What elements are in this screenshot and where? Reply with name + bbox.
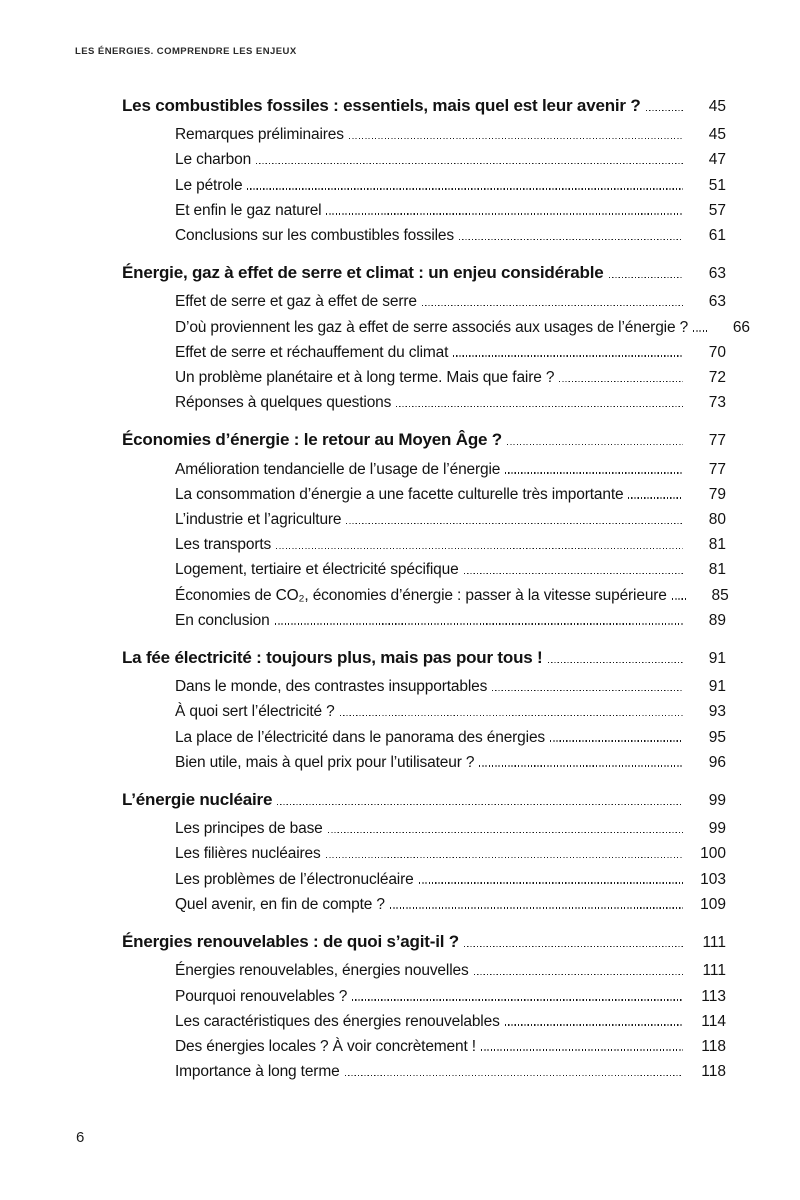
toc-section	[122, 260, 751, 415]
toc-entry-label: Réponses à quelques questions	[175, 394, 392, 412]
dotted-leader	[326, 857, 683, 859]
toc-section	[122, 787, 726, 917]
page-folio: 6	[76, 1129, 85, 1146]
dotted-leader	[275, 623, 683, 625]
toc-entry-row	[122, 122, 726, 147]
toc-section-title: Économies d’énergie : le retour au Moyen Âge ?	[122, 430, 502, 450]
toc-entry-row	[122, 892, 726, 917]
dotted-leader	[422, 305, 683, 307]
toc-entry-row	[122, 198, 726, 223]
dotted-leader	[345, 1075, 683, 1077]
toc-entry-row	[122, 390, 726, 415]
toc-entry-row	[122, 984, 726, 1009]
toc-entry-label: Le charbon	[175, 151, 252, 169]
toc-entry-row	[122, 1034, 726, 1059]
toc-entry-label: Pourquoi renouvelables ?	[175, 987, 348, 1005]
dotted-leader	[419, 882, 683, 884]
toc-entry-row	[122, 223, 726, 248]
dotted-leader	[328, 832, 683, 834]
toc-entry-row	[122, 1009, 726, 1034]
toc-heading-row	[122, 427, 726, 453]
dotted-leader	[505, 472, 683, 474]
toc-page-number: 63	[708, 265, 726, 283]
dotted-leader	[459, 239, 683, 241]
toc-section-title: L’énergie nucléaire	[122, 790, 273, 810]
toc-entry-row	[122, 674, 726, 699]
toc-page-number: 77	[708, 460, 726, 478]
toc-entry-row	[122, 725, 726, 750]
toc-section-title: La fée électricité : toujours plus, mais pas pour tous !	[122, 648, 543, 668]
toc-entry-row	[122, 507, 726, 532]
toc-entry-row	[122, 315, 751, 340]
toc-entry-row	[122, 699, 726, 724]
dotted-leader	[481, 1049, 683, 1051]
toc-entry-row	[122, 816, 726, 841]
dotted-leader	[464, 573, 683, 575]
toc-entry-label: La place de l’électricité dans le panorama des énergies	[175, 728, 546, 746]
dotted-leader	[276, 548, 683, 550]
dotted-leader	[326, 213, 683, 215]
toc-entry-row	[122, 958, 726, 983]
toc-page-number: 111	[702, 962, 726, 980]
toc-entry-label: Amélioration tendancielle de l’usage de l’énergie	[175, 460, 501, 478]
toc-page-number: 79	[708, 485, 726, 503]
dotted-leader	[672, 598, 686, 600]
toc-entry-row	[122, 340, 726, 365]
toc-page-number: 95	[708, 728, 726, 746]
toc-page-number: 63	[708, 293, 726, 311]
dotted-leader	[247, 188, 683, 190]
toc-entry-row	[122, 365, 726, 390]
toc-entry-row	[122, 289, 726, 314]
toc-entry-row	[122, 841, 726, 866]
toc-section	[122, 929, 726, 1084]
toc-heading-row	[122, 260, 726, 286]
toc-page-number: 99	[708, 792, 726, 810]
toc-section	[122, 93, 726, 248]
dotted-leader	[548, 662, 684, 664]
toc-page-number: 47	[708, 151, 726, 169]
dotted-leader	[396, 406, 683, 408]
toc-entry-row	[122, 173, 726, 198]
dotted-leader	[609, 277, 683, 279]
dotted-leader	[453, 355, 683, 357]
toc-entry-row	[122, 1059, 726, 1084]
toc-entry-row	[122, 147, 726, 172]
toc-entry-row	[122, 457, 726, 482]
toc-entry-label: Bien utile, mais à quel prix pour l’utilisateur ?	[175, 753, 475, 771]
toc-section-title: Énergie, gaz à effet de serre et climat : un enjeu considérable	[122, 263, 604, 283]
toc-page-number: 118	[701, 1063, 726, 1081]
toc-entry-row	[122, 750, 726, 775]
toc-page-number: 57	[708, 201, 726, 219]
toc-heading-row	[122, 645, 726, 671]
dotted-leader	[507, 444, 683, 446]
toc-entry-label: Énergies renouvelables, énergies nouvelles	[175, 962, 469, 980]
toc-page-number: 113	[701, 987, 726, 1005]
toc-entry-label: Importance à long terme	[175, 1063, 340, 1081]
dotted-leader	[277, 804, 683, 806]
toc-entry-row	[122, 557, 726, 582]
toc-page-number: 81	[708, 561, 726, 579]
toc-entry-label: Effet de serre et gaz à effet de serre	[175, 293, 417, 311]
toc-page-number: 91	[708, 650, 726, 668]
toc-entry-label: Quel avenir, en fin de compte ?	[175, 895, 385, 913]
toc-entry-label: Et enfin le gaz naturel	[175, 201, 322, 219]
toc-page-number: 118	[701, 1037, 726, 1055]
dotted-leader	[474, 974, 683, 976]
toc-entry-label: Un problème planétaire et à long terme. Mais que faire ?	[175, 369, 555, 387]
toc-entry-row	[122, 583, 729, 608]
toc-entry-label: L’industrie et l’agriculture	[175, 511, 342, 529]
toc-page-number: 73	[708, 394, 726, 412]
toc-entry-label: Le pétrole	[175, 176, 243, 194]
toc-entry-label: La consommation d’énergie a une facette culturelle très importante	[175, 485, 624, 503]
toc-page-number: 111	[702, 934, 726, 952]
toc-entry-label: Les filières nucléaires	[175, 845, 321, 863]
dotted-leader	[390, 907, 683, 909]
toc-entry-label: Logement, tertiaire et électricité spécifique	[175, 561, 459, 579]
dotted-leader	[464, 946, 683, 948]
toc-page-number: 66	[732, 318, 751, 336]
toc-section	[122, 645, 726, 775]
toc-page-number: 89	[708, 611, 726, 629]
dotted-leader	[505, 1024, 683, 1026]
toc-page-number: 109	[700, 895, 726, 913]
toc-entry-label: En conclusion	[175, 611, 270, 629]
toc-entry-label: Les transports	[175, 536, 272, 554]
toc-heading-row	[122, 93, 726, 119]
toc-page-number: 100	[700, 845, 726, 863]
toc-page-number: 114	[701, 1012, 726, 1030]
dotted-leader	[346, 523, 683, 525]
dotted-leader	[256, 163, 683, 165]
toc-page-number: 77	[708, 432, 726, 450]
toc-entry-label: Conclusions sur les combustibles fossiles	[175, 227, 454, 245]
toc-entry-label: Dans le monde, des contrastes insupportables	[175, 678, 488, 696]
toc-page-number: 96	[708, 753, 726, 771]
toc-page-number: 51	[708, 176, 726, 194]
toc-page-number: 99	[708, 820, 726, 838]
toc-section-title: Énergies renouvelables : de quoi s’agit-il ?	[122, 932, 459, 952]
toc-page-number: 45	[708, 126, 726, 144]
toc-entry-label: Remarques préliminaires	[175, 126, 344, 144]
toc-page-number: 80	[708, 511, 726, 529]
toc-heading-row	[122, 787, 726, 813]
toc-section-title: Les combustibles fossiles : essentiels, mais quel est leur avenir ?	[122, 96, 641, 115]
toc-entry-label: Les caractéristiques des énergies renouvelables	[175, 1012, 500, 1030]
dotted-leader	[340, 715, 683, 717]
dotted-leader	[628, 497, 683, 499]
toc-page-number: 45	[708, 98, 726, 115]
toc-page-number: 70	[708, 343, 726, 361]
running-header: LES ÉNERGIES. COMPRENDRE LES ENJEUX	[75, 46, 297, 57]
toc-entry-label: Les problèmes de l’électronucléaire	[175, 870, 414, 888]
dotted-leader	[492, 690, 683, 692]
toc-entry-row	[122, 867, 726, 892]
toc-entry-label: D’où proviennent les gaz à effet de serre associés aux usages de l’énergie ?	[175, 318, 689, 336]
dotted-leader	[349, 138, 683, 140]
toc-page-number: 81	[708, 536, 726, 554]
toc	[122, 93, 751, 1084]
toc-page-number: 61	[708, 227, 726, 245]
toc-entry-row	[122, 482, 726, 507]
dotted-leader	[693, 330, 707, 332]
toc-page-number: 103	[700, 870, 726, 888]
dotted-leader	[559, 381, 683, 383]
toc-heading-row	[122, 929, 726, 955]
toc-section	[122, 427, 729, 633]
toc-entry-label: Des énergies locales ? À voir concrètement !	[175, 1037, 476, 1055]
dotted-leader	[352, 999, 683, 1001]
toc-page-number: 93	[708, 703, 726, 721]
toc-page-number: 91	[708, 678, 726, 696]
dotted-leader	[550, 740, 683, 742]
toc-entry-label: À quoi sert l’électricité ?	[175, 703, 335, 721]
toc-entry-row	[122, 532, 726, 557]
toc-entry-label: Les principes de base	[175, 820, 323, 838]
dotted-leader	[479, 765, 683, 767]
toc-entry-label: Effet de serre et réchauffement du climat	[175, 343, 449, 361]
toc-page-number: 72	[708, 369, 726, 387]
toc-entry-row	[122, 608, 726, 633]
toc-entry-label: Économies de CO₂, économies d’énergie : passer à la vitesse supérieure	[175, 586, 667, 604]
dotted-leader	[646, 110, 683, 112]
toc-page-number: 85	[711, 586, 729, 604]
